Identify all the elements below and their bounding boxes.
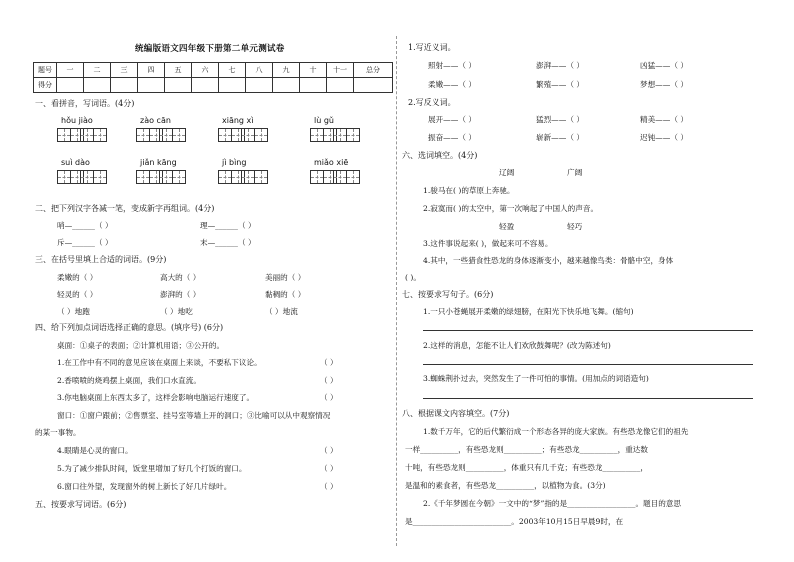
s4-question: 4.眼睛是心灵的窗口。 [57, 446, 133, 455]
s8-line[interactable]: 是__________________________。2003年10月15日早晨9时，在 [405, 517, 624, 526]
s3-item[interactable]: 高大的（ ） [160, 273, 201, 282]
section-1-heading: 一、看拼音，写词语。(4分) [35, 99, 135, 108]
synonym-item[interactable]: 柔嫩——（ ） [428, 80, 476, 89]
writing-grid[interactable] [241, 128, 268, 142]
s3-item[interactable]: （ ）地吃 [160, 307, 193, 316]
grid-cell[interactable] [172, 128, 186, 142]
s6-question[interactable]: 2.寂寞而( )的太空中，第一次响起了中国人的声音。 [423, 204, 599, 213]
column-divider [396, 36, 397, 546]
synonym-item[interactable]: 凶猛——（ ） [640, 61, 688, 70]
grid-cell[interactable] [346, 170, 360, 184]
s3-item[interactable]: 黏稠的（ ） [265, 290, 306, 299]
synonym-item[interactable]: 繁殖——（ ） [536, 80, 584, 89]
pinyin-label: hǒu jiào [61, 116, 93, 125]
pinyin-label: lù gǔ [314, 116, 334, 125]
s2-item[interactable]: 末—______（ ） [200, 238, 256, 247]
section-7-heading: 七、按要求写句子。(6分) [402, 290, 494, 299]
s4-answer[interactable]: （ ） [320, 482, 338, 491]
score-cell[interactable] [300, 78, 327, 93]
grid-cell[interactable] [80, 170, 94, 184]
s2-item[interactable]: 哨—______（ ） [57, 221, 113, 230]
s3-item[interactable]: 轻灵的（ ） [57, 290, 98, 299]
section-6-heading: 六、选词填空。(4分) [402, 151, 478, 160]
section-3-heading: 三、在括号里填上合适的词语。(9分) [35, 255, 167, 264]
antonym-item[interactable]: 崭新——（ ） [536, 133, 584, 142]
writing-grid[interactable] [333, 128, 360, 142]
score-cell[interactable] [354, 78, 393, 93]
grid-cell[interactable] [218, 170, 232, 184]
synonym-item[interactable]: 照射——（ ） [428, 61, 476, 70]
s6-question[interactable]: 3.这件事说起来( )，做起来可不容易。 [423, 239, 553, 248]
score-cell[interactable] [57, 78, 84, 93]
score-header-cell: 八 [246, 63, 273, 78]
s4-question: 1.在工作中有不同的意见应该在桌面上来谈，不要私下议论。 [57, 358, 262, 367]
grid-cell[interactable] [241, 170, 255, 184]
s8-line[interactable]: 是温和的素食者，有些恐龙__________，以植物为食。(3分) [405, 481, 606, 490]
s2-item[interactable]: 斥—______（ ） [57, 238, 113, 247]
s4-question: 6.窗口往外望，发现窗外的树上新长了好几片绿叶。 [57, 482, 232, 491]
grid-cell[interactable] [254, 170, 268, 184]
score-header-cell: 九 [273, 63, 300, 78]
score-table [33, 62, 393, 93]
score-cell[interactable] [219, 78, 246, 93]
r2-heading: 2.写反义词。 [408, 98, 456, 107]
score-header-cell: 十一 [327, 63, 354, 78]
antonym-item[interactable]: 精美——（ ） [640, 115, 688, 124]
score-row-label: 得分 [34, 78, 57, 93]
score-cell[interactable] [246, 78, 273, 93]
s4-answer[interactable]: （ ） [320, 393, 338, 402]
answer-line[interactable] [423, 330, 753, 331]
section-2-heading: 二、把下列汉字各减一笔，变成新字再组词。(4分) [35, 204, 215, 213]
s2-item[interactable]: 理—______（ ） [200, 221, 256, 230]
grid-cell[interactable] [172, 170, 186, 184]
grid-cell[interactable] [310, 170, 324, 184]
score-header-row [34, 63, 393, 78]
score-cell[interactable] [273, 78, 300, 93]
s7-question: 2.这样的消息，怎能不让人们欢欣鼓舞呢？(改为陈述句) [423, 341, 611, 350]
s3-item[interactable]: 美丽的（ ） [265, 273, 306, 282]
section-8-heading: 八、根据课文内容填空。(7分) [402, 409, 510, 418]
s4-answer[interactable]: （ ） [320, 358, 338, 367]
synonym-item[interactable]: 梦想——（ ） [640, 80, 688, 89]
word-choice: 轻盈 [499, 222, 515, 231]
s4-definition-2: 窗口：①窗户跟前；②售票室、挂号室等墙上开的洞口；③比喻可以从中观察情况 [57, 411, 331, 420]
answer-line[interactable] [423, 398, 753, 399]
grid-cell[interactable] [57, 170, 71, 184]
s3-item[interactable]: 澎湃的（ ） [160, 290, 201, 299]
pinyin-label: xiāng xì [222, 116, 254, 125]
grid-cell[interactable] [310, 128, 324, 142]
writing-grid[interactable] [159, 170, 186, 184]
pinyin-label: miǎo xiē [314, 158, 349, 167]
pinyin-label: zào cān [140, 116, 171, 125]
score-cell[interactable] [138, 78, 165, 93]
grid-cell[interactable] [57, 128, 71, 142]
s8-line[interactable]: 2.《千年梦圆在今朝》一文中的“梦”指的是__________________。题目的意思 [423, 499, 682, 508]
s8-line[interactable]: 一样__________，有些恐龙则__________；有些恐龙__________，重达数 [405, 445, 648, 454]
score-header-cell: 一 [57, 63, 84, 78]
s3-item[interactable]: （ ）地流 [265, 307, 298, 316]
score-cell[interactable] [192, 78, 219, 93]
s4-definition-2-cont: 的某一事物。 [35, 428, 81, 437]
grid-cell[interactable] [241, 128, 255, 142]
word-choice: 轻巧 [567, 222, 583, 231]
s8-line[interactable]: 十吨，有些恐龙则__________，体重只有几千克；有些恐龙__________， [405, 463, 648, 472]
s4-answer[interactable]: （ ） [320, 446, 338, 455]
score-header-cell: 二 [84, 63, 111, 78]
antonym-item[interactable]: 迟钝——（ ） [640, 133, 688, 142]
s6-question: 4.其中，一些猎食性恐龙的身体逐渐变小，越来越像鸟类：骨骼中空，身体 [423, 256, 674, 265]
writing-grid[interactable] [80, 170, 107, 184]
s6-answer[interactable]: ( )。 [405, 273, 421, 282]
score-header-cell: 十 [300, 63, 327, 78]
s4-answer[interactable]: （ ） [320, 376, 338, 385]
grid-cell[interactable] [254, 128, 268, 142]
grid-cell[interactable] [159, 128, 173, 142]
s3-item[interactable]: （ ）地跑 [57, 307, 90, 316]
pinyin-label: suì dào [61, 158, 90, 167]
grid-cell[interactable] [333, 128, 347, 142]
s3-item[interactable]: 柔嫩的（ ） [57, 273, 98, 282]
score-cell[interactable] [165, 78, 192, 93]
grid-cell[interactable] [80, 128, 94, 142]
writing-grid[interactable] [333, 170, 360, 184]
section-5-heading: 五、按要求写词语。(6分) [35, 500, 127, 509]
grid-cell[interactable] [346, 128, 360, 142]
word-choice: 辽阔 [499, 168, 515, 177]
score-cell[interactable] [327, 78, 354, 93]
score-header-cell: 六 [192, 63, 219, 78]
grid-cell[interactable] [218, 128, 232, 142]
grid-cell[interactable] [93, 170, 107, 184]
s4-answer[interactable]: （ ） [320, 464, 338, 473]
answer-line[interactable] [423, 364, 753, 365]
writing-grid[interactable] [159, 128, 186, 142]
antonym-item[interactable]: 振奋——（ ） [428, 133, 476, 142]
grid-cell[interactable] [93, 128, 107, 142]
r1-heading: 1.写近义词。 [408, 43, 456, 52]
pinyin-label: jì bìng [222, 158, 247, 167]
s4-definition-1: 桌面：①桌子的表面；②计算机用语；③公开的。 [57, 341, 225, 350]
page-title: 统编版语文四年级下册第二单元测试卷 [135, 44, 285, 54]
score-header-cell: 七 [219, 63, 246, 78]
grid-cell[interactable] [136, 128, 150, 142]
pinyin-label: jiǎn kāng [140, 158, 177, 167]
score-header-cell: 题号 [34, 63, 57, 78]
s7-question: 1.一只小苍蝇展开柔嫩的绿翅膀，在阳光下快乐地飞舞。(缩句) [423, 307, 634, 316]
s6-question[interactable]: 1.骏马在( )的草原上奔驰。 [423, 186, 515, 195]
grid-cell[interactable] [136, 170, 150, 184]
synonym-item[interactable]: 澎湃——（ ） [536, 61, 584, 70]
score-header-cell: 三 [111, 63, 138, 78]
grid-cell[interactable] [159, 170, 173, 184]
score-header-cell: 四 [138, 63, 165, 78]
score-cell[interactable] [111, 78, 138, 93]
writing-grid[interactable] [241, 170, 268, 184]
score-header-cell: 总分 [354, 63, 393, 78]
s4-question: 5.为了减少排队时间，饭堂里增加了好几个打饭的窗口。 [57, 464, 247, 473]
grid-cell[interactable] [333, 170, 347, 184]
section-4-heading: 四、给下列加点词语选择正确的意思。(填序号) (6分) [35, 323, 224, 332]
s8-line: 1.数千万年，它的后代繁衍成一个形态各异的庞大家族。有些恐龙像它们的祖先 [423, 427, 689, 436]
score-header-cell: 五 [165, 63, 192, 78]
antonym-item[interactable]: 展开——（ ） [428, 115, 476, 124]
writing-grid[interactable] [80, 128, 107, 142]
s7-question: 3.蜘蛛荆扑过去，突然发生了一件可怕的事情。(用加点的词语造句) [423, 374, 649, 383]
s4-question: 3.你电脑桌面上东西太多了，这样会影响电脑运行速度了。 [57, 393, 255, 402]
score-cell[interactable] [84, 78, 111, 93]
antonym-item[interactable]: 猛烈——（ ） [536, 115, 584, 124]
score-value-row [34, 78, 393, 93]
word-choice: 广阔 [567, 168, 583, 177]
s4-question: 2.香喷喷的烧鸡摆上桌面，我们口水直流。 [57, 376, 201, 385]
